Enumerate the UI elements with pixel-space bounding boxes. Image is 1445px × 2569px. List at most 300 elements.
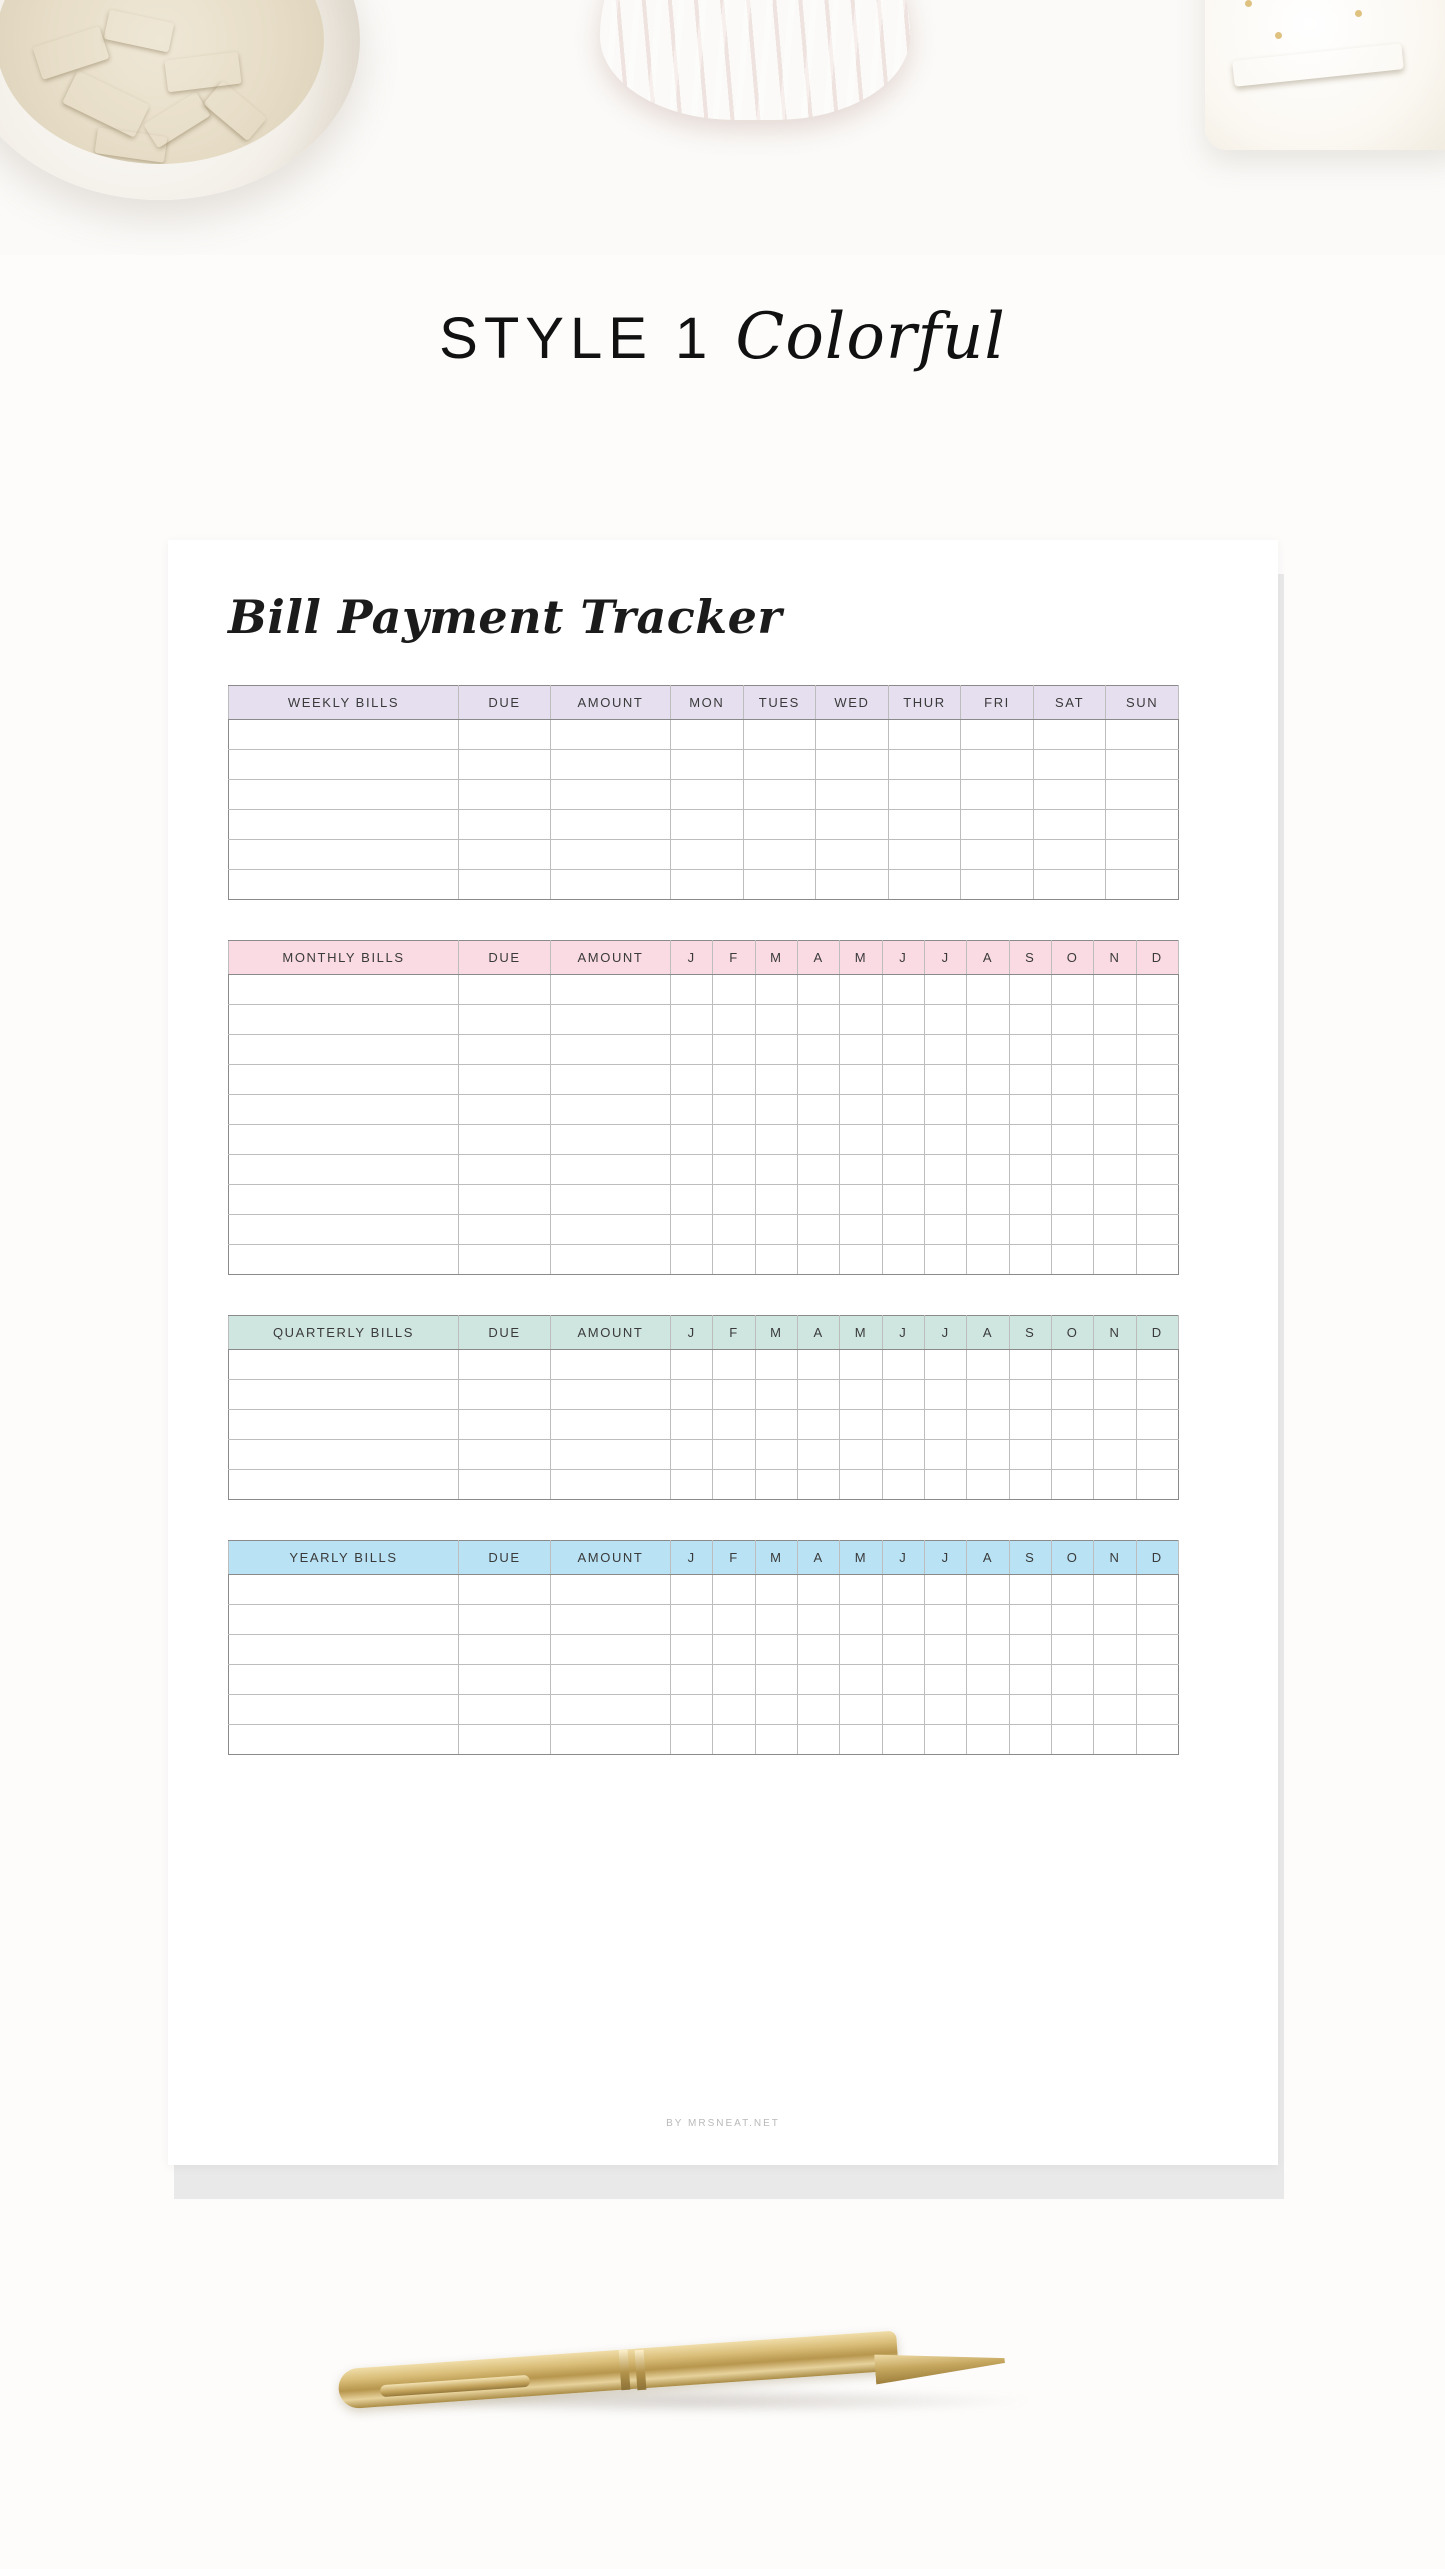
entry-cell[interactable] bbox=[1051, 1440, 1093, 1470]
entry-cell[interactable] bbox=[1094, 1605, 1136, 1635]
entry-cell[interactable] bbox=[713, 975, 755, 1005]
entry-cell[interactable] bbox=[1051, 1035, 1093, 1065]
entry-cell[interactable] bbox=[459, 975, 551, 1005]
entry-cell[interactable] bbox=[229, 1665, 459, 1695]
entry-cell[interactable] bbox=[713, 1695, 755, 1725]
entry-cell[interactable] bbox=[924, 1185, 966, 1215]
entry-cell[interactable] bbox=[713, 1155, 755, 1185]
entry-cell[interactable] bbox=[459, 780, 551, 810]
entry-cell[interactable] bbox=[924, 1245, 966, 1275]
entry-cell[interactable] bbox=[967, 1350, 1009, 1380]
entry-cell[interactable] bbox=[1009, 1095, 1051, 1125]
entry-cell[interactable] bbox=[229, 1725, 459, 1755]
entry-cell[interactable] bbox=[1033, 750, 1106, 780]
entry-cell[interactable] bbox=[1009, 1245, 1051, 1275]
entry-cell[interactable] bbox=[459, 870, 551, 900]
entry-cell[interactable] bbox=[1051, 1065, 1093, 1095]
table-row[interactable] bbox=[229, 1380, 1179, 1410]
entry-cell[interactable] bbox=[797, 1410, 839, 1440]
entry-cell[interactable] bbox=[229, 1245, 459, 1275]
entry-cell[interactable] bbox=[967, 1035, 1009, 1065]
entry-cell[interactable] bbox=[924, 1155, 966, 1185]
entry-cell[interactable] bbox=[459, 720, 551, 750]
entry-cell[interactable] bbox=[924, 1635, 966, 1665]
entry-cell[interactable] bbox=[967, 1095, 1009, 1125]
entry-cell[interactable] bbox=[459, 1215, 551, 1245]
entry-cell[interactable] bbox=[229, 975, 459, 1005]
entry-cell[interactable] bbox=[755, 1605, 797, 1635]
entry-cell[interactable] bbox=[882, 1155, 924, 1185]
entry-cell[interactable] bbox=[671, 1635, 713, 1665]
entry-cell[interactable] bbox=[1009, 975, 1051, 1005]
entry-cell[interactable] bbox=[713, 1125, 755, 1155]
entry-cell[interactable] bbox=[1106, 840, 1179, 870]
entry-cell[interactable] bbox=[797, 1035, 839, 1065]
entry-cell[interactable] bbox=[1136, 1575, 1178, 1605]
entry-cell[interactable] bbox=[459, 810, 551, 840]
entry-cell[interactable] bbox=[713, 1470, 755, 1500]
entry-cell[interactable] bbox=[1136, 1665, 1178, 1695]
entry-cell[interactable] bbox=[888, 720, 961, 750]
entry-cell[interactable] bbox=[888, 780, 961, 810]
entry-cell[interactable] bbox=[1094, 1440, 1136, 1470]
entry-cell[interactable] bbox=[967, 1440, 1009, 1470]
entry-cell[interactable] bbox=[551, 1440, 671, 1470]
entry-cell[interactable] bbox=[755, 1125, 797, 1155]
entry-cell[interactable] bbox=[1051, 1605, 1093, 1635]
entry-cell[interactable] bbox=[1136, 1410, 1178, 1440]
entry-cell[interactable] bbox=[229, 810, 459, 840]
entry-cell[interactable] bbox=[967, 1215, 1009, 1245]
entry-cell[interactable] bbox=[713, 1350, 755, 1380]
entry-cell[interactable] bbox=[459, 1095, 551, 1125]
entry-cell[interactable] bbox=[888, 870, 961, 900]
entry-cell[interactable] bbox=[459, 1125, 551, 1155]
entry-cell[interactable] bbox=[882, 1125, 924, 1155]
entry-cell[interactable] bbox=[671, 1095, 713, 1125]
entry-cell[interactable] bbox=[551, 870, 671, 900]
entry-cell[interactable] bbox=[551, 750, 671, 780]
entry-cell[interactable] bbox=[797, 1725, 839, 1755]
entry-cell[interactable] bbox=[816, 840, 889, 870]
entry-cell[interactable] bbox=[840, 1215, 882, 1245]
entry-cell[interactable] bbox=[713, 1665, 755, 1695]
entry-cell[interactable] bbox=[671, 1155, 713, 1185]
entry-cell[interactable] bbox=[1136, 1470, 1178, 1500]
entry-cell[interactable] bbox=[1051, 975, 1093, 1005]
entry-cell[interactable] bbox=[967, 975, 1009, 1005]
entry-cell[interactable] bbox=[551, 1215, 671, 1245]
entry-cell[interactable] bbox=[1094, 1005, 1136, 1035]
entry-cell[interactable] bbox=[755, 1005, 797, 1035]
entry-cell[interactable] bbox=[459, 1185, 551, 1215]
entry-cell[interactable] bbox=[840, 1725, 882, 1755]
entry-cell[interactable] bbox=[924, 1035, 966, 1065]
entry-cell[interactable] bbox=[1051, 1155, 1093, 1185]
entry-cell[interactable] bbox=[671, 1005, 713, 1035]
entry-cell[interactable] bbox=[229, 1215, 459, 1245]
entry-cell[interactable] bbox=[840, 1380, 882, 1410]
entry-cell[interactable] bbox=[1051, 1380, 1093, 1410]
entry-cell[interactable] bbox=[459, 1350, 551, 1380]
entry-cell[interactable] bbox=[840, 1065, 882, 1095]
entry-cell[interactable] bbox=[1094, 1155, 1136, 1185]
entry-cell[interactable] bbox=[755, 1155, 797, 1185]
entry-cell[interactable] bbox=[459, 1005, 551, 1035]
entry-cell[interactable] bbox=[1051, 1410, 1093, 1440]
entry-cell[interactable] bbox=[1009, 1635, 1051, 1665]
entry-cell[interactable] bbox=[1009, 1035, 1051, 1065]
entry-cell[interactable] bbox=[1094, 1185, 1136, 1215]
entry-cell[interactable] bbox=[967, 1125, 1009, 1155]
entry-cell[interactable] bbox=[797, 1380, 839, 1410]
entry-cell[interactable] bbox=[1094, 1350, 1136, 1380]
entry-cell[interactable] bbox=[1136, 1725, 1178, 1755]
entry-cell[interactable] bbox=[961, 720, 1034, 750]
table-row[interactable] bbox=[229, 1635, 1179, 1665]
entry-cell[interactable] bbox=[755, 1350, 797, 1380]
table-row[interactable] bbox=[229, 870, 1179, 900]
entry-cell[interactable] bbox=[1136, 1695, 1178, 1725]
entry-cell[interactable] bbox=[743, 870, 816, 900]
entry-cell[interactable] bbox=[1009, 1215, 1051, 1245]
entry-cell[interactable] bbox=[967, 1185, 1009, 1215]
entry-cell[interactable] bbox=[459, 1440, 551, 1470]
entry-cell[interactable] bbox=[888, 840, 961, 870]
entry-cell[interactable] bbox=[755, 1380, 797, 1410]
entry-cell[interactable] bbox=[840, 1605, 882, 1635]
entry-cell[interactable] bbox=[1136, 1635, 1178, 1665]
entry-cell[interactable] bbox=[840, 1665, 882, 1695]
entry-cell[interactable] bbox=[924, 1575, 966, 1605]
entry-cell[interactable] bbox=[551, 1695, 671, 1725]
entry-cell[interactable] bbox=[882, 1065, 924, 1095]
entry-cell[interactable] bbox=[1136, 1095, 1178, 1125]
entry-cell[interactable] bbox=[229, 1605, 459, 1635]
table-row[interactable] bbox=[229, 780, 1179, 810]
entry-cell[interactable] bbox=[551, 1470, 671, 1500]
entry-cell[interactable] bbox=[816, 870, 889, 900]
entry-cell[interactable] bbox=[961, 840, 1034, 870]
entry-cell[interactable] bbox=[1051, 1575, 1093, 1605]
entry-cell[interactable] bbox=[713, 1380, 755, 1410]
entry-cell[interactable] bbox=[924, 1470, 966, 1500]
entry-cell[interactable] bbox=[671, 1725, 713, 1755]
entry-cell[interactable] bbox=[797, 1695, 839, 1725]
entry-cell[interactable] bbox=[967, 1155, 1009, 1185]
entry-cell[interactable] bbox=[924, 1350, 966, 1380]
entry-cell[interactable] bbox=[1051, 1470, 1093, 1500]
table-row[interactable] bbox=[229, 1155, 1179, 1185]
entry-cell[interactable] bbox=[459, 1410, 551, 1440]
table-row[interactable] bbox=[229, 1065, 1179, 1095]
entry-cell[interactable] bbox=[755, 1575, 797, 1605]
entry-cell[interactable] bbox=[671, 1665, 713, 1695]
entry-cell[interactable] bbox=[459, 1635, 551, 1665]
entry-cell[interactable] bbox=[551, 1005, 671, 1035]
entry-cell[interactable] bbox=[967, 1605, 1009, 1635]
entry-cell[interactable] bbox=[229, 840, 459, 870]
table-row[interactable] bbox=[229, 1470, 1179, 1500]
entry-cell[interactable] bbox=[840, 1695, 882, 1725]
entry-cell[interactable] bbox=[671, 1410, 713, 1440]
entry-cell[interactable] bbox=[743, 750, 816, 780]
entry-cell[interactable] bbox=[229, 1005, 459, 1035]
entry-cell[interactable] bbox=[229, 1695, 459, 1725]
entry-cell[interactable] bbox=[1033, 810, 1106, 840]
entry-cell[interactable] bbox=[967, 1380, 1009, 1410]
entry-cell[interactable] bbox=[882, 1005, 924, 1035]
entry-cell[interactable] bbox=[882, 1725, 924, 1755]
entry-cell[interactable] bbox=[924, 975, 966, 1005]
entry-cell[interactable] bbox=[1009, 1725, 1051, 1755]
entry-cell[interactable] bbox=[229, 1095, 459, 1125]
entry-cell[interactable] bbox=[671, 1380, 713, 1410]
entry-cell[interactable] bbox=[229, 720, 459, 750]
entry-cell[interactable] bbox=[671, 975, 713, 1005]
table-row[interactable] bbox=[229, 720, 1179, 750]
entry-cell[interactable] bbox=[551, 1575, 671, 1605]
entry-cell[interactable] bbox=[924, 1695, 966, 1725]
entry-cell[interactable] bbox=[882, 1575, 924, 1605]
entry-cell[interactable] bbox=[755, 1215, 797, 1245]
entry-cell[interactable] bbox=[816, 780, 889, 810]
entry-cell[interactable] bbox=[671, 1695, 713, 1725]
entry-cell[interactable] bbox=[671, 1440, 713, 1470]
entry-cell[interactable] bbox=[671, 810, 744, 840]
entry-cell[interactable] bbox=[755, 1035, 797, 1065]
entry-cell[interactable] bbox=[1033, 720, 1106, 750]
entry-cell[interactable] bbox=[1051, 1725, 1093, 1755]
entry-cell[interactable] bbox=[1106, 870, 1179, 900]
entry-cell[interactable] bbox=[1033, 840, 1106, 870]
entry-cell[interactable] bbox=[755, 1410, 797, 1440]
table-row[interactable] bbox=[229, 1575, 1179, 1605]
entry-cell[interactable] bbox=[882, 1410, 924, 1440]
entry-cell[interactable] bbox=[924, 1440, 966, 1470]
entry-cell[interactable] bbox=[797, 1005, 839, 1035]
entry-cell[interactable] bbox=[1051, 1005, 1093, 1035]
entry-cell[interactable] bbox=[888, 810, 961, 840]
entry-cell[interactable] bbox=[1136, 1380, 1178, 1410]
entry-cell[interactable] bbox=[1136, 1065, 1178, 1095]
entry-cell[interactable] bbox=[551, 1095, 671, 1125]
entry-cell[interactable] bbox=[1009, 1185, 1051, 1215]
entry-cell[interactable] bbox=[229, 1185, 459, 1215]
entry-cell[interactable] bbox=[797, 1575, 839, 1605]
entry-cell[interactable] bbox=[840, 1440, 882, 1470]
entry-cell[interactable] bbox=[713, 1635, 755, 1665]
entry-cell[interactable] bbox=[551, 720, 671, 750]
entry-cell[interactable] bbox=[1051, 1695, 1093, 1725]
entry-cell[interactable] bbox=[229, 870, 459, 900]
entry-cell[interactable] bbox=[459, 1575, 551, 1605]
entry-cell[interactable] bbox=[551, 1605, 671, 1635]
entry-cell[interactable] bbox=[1051, 1665, 1093, 1695]
entry-cell[interactable] bbox=[1009, 1665, 1051, 1695]
entry-cell[interactable] bbox=[229, 750, 459, 780]
entry-cell[interactable] bbox=[797, 1440, 839, 1470]
entry-cell[interactable] bbox=[743, 720, 816, 750]
entry-cell[interactable] bbox=[671, 1575, 713, 1605]
entry-cell[interactable] bbox=[967, 1245, 1009, 1275]
entry-cell[interactable] bbox=[797, 1095, 839, 1125]
entry-cell[interactable] bbox=[840, 1005, 882, 1035]
entry-cell[interactable] bbox=[229, 1575, 459, 1605]
entry-cell[interactable] bbox=[797, 1065, 839, 1095]
entry-cell[interactable] bbox=[229, 1380, 459, 1410]
entry-cell[interactable] bbox=[1136, 1350, 1178, 1380]
entry-cell[interactable] bbox=[1136, 1125, 1178, 1155]
entry-cell[interactable] bbox=[551, 1635, 671, 1665]
entry-cell[interactable] bbox=[797, 1125, 839, 1155]
entry-cell[interactable] bbox=[1094, 1380, 1136, 1410]
entry-cell[interactable] bbox=[229, 1635, 459, 1665]
entry-cell[interactable] bbox=[924, 1725, 966, 1755]
entry-cell[interactable] bbox=[1094, 1245, 1136, 1275]
entry-cell[interactable] bbox=[671, 1470, 713, 1500]
entry-cell[interactable] bbox=[671, 1065, 713, 1095]
entry-cell[interactable] bbox=[1094, 975, 1136, 1005]
entry-cell[interactable] bbox=[551, 1245, 671, 1275]
entry-cell[interactable] bbox=[924, 1605, 966, 1635]
entry-cell[interactable] bbox=[816, 750, 889, 780]
table-row[interactable] bbox=[229, 1215, 1179, 1245]
entry-cell[interactable] bbox=[1009, 1350, 1051, 1380]
entry-cell[interactable] bbox=[551, 1125, 671, 1155]
entry-cell[interactable] bbox=[961, 780, 1034, 810]
entry-cell[interactable] bbox=[755, 1725, 797, 1755]
entry-cell[interactable] bbox=[1136, 1245, 1178, 1275]
entry-cell[interactable] bbox=[671, 720, 744, 750]
entry-cell[interactable] bbox=[755, 1665, 797, 1695]
entry-cell[interactable] bbox=[840, 975, 882, 1005]
table-row[interactable] bbox=[229, 1440, 1179, 1470]
entry-cell[interactable] bbox=[1051, 1125, 1093, 1155]
entry-cell[interactable] bbox=[1094, 1215, 1136, 1245]
entry-cell[interactable] bbox=[840, 1155, 882, 1185]
entry-cell[interactable] bbox=[882, 1440, 924, 1470]
entry-cell[interactable] bbox=[888, 750, 961, 780]
entry-cell[interactable] bbox=[1009, 1005, 1051, 1035]
entry-cell[interactable] bbox=[1136, 1185, 1178, 1215]
table-row[interactable] bbox=[229, 750, 1179, 780]
entry-cell[interactable] bbox=[840, 1035, 882, 1065]
entry-cell[interactable] bbox=[755, 1470, 797, 1500]
entry-cell[interactable] bbox=[961, 810, 1034, 840]
entry-cell[interactable] bbox=[1094, 1695, 1136, 1725]
entry-cell[interactable] bbox=[1094, 1470, 1136, 1500]
entry-cell[interactable] bbox=[229, 1125, 459, 1155]
entry-cell[interactable] bbox=[967, 1635, 1009, 1665]
entry-cell[interactable] bbox=[967, 1665, 1009, 1695]
entry-cell[interactable] bbox=[924, 1215, 966, 1245]
entry-cell[interactable] bbox=[459, 1035, 551, 1065]
entry-cell[interactable] bbox=[1136, 1155, 1178, 1185]
entry-cell[interactable] bbox=[229, 1035, 459, 1065]
entry-cell[interactable] bbox=[797, 1350, 839, 1380]
entry-cell[interactable] bbox=[797, 975, 839, 1005]
entry-cell[interactable] bbox=[713, 1410, 755, 1440]
entry-cell[interactable] bbox=[755, 1635, 797, 1665]
entry-cell[interactable] bbox=[459, 1155, 551, 1185]
entry-cell[interactable] bbox=[1009, 1155, 1051, 1185]
entry-cell[interactable] bbox=[671, 750, 744, 780]
entry-cell[interactable] bbox=[551, 975, 671, 1005]
entry-cell[interactable] bbox=[755, 1245, 797, 1275]
entry-cell[interactable] bbox=[1094, 1065, 1136, 1095]
entry-cell[interactable] bbox=[459, 1695, 551, 1725]
entry-cell[interactable] bbox=[671, 1245, 713, 1275]
entry-cell[interactable] bbox=[840, 1410, 882, 1440]
entry-cell[interactable] bbox=[551, 1380, 671, 1410]
entry-cell[interactable] bbox=[1051, 1245, 1093, 1275]
table-row[interactable] bbox=[229, 1695, 1179, 1725]
table-row[interactable] bbox=[229, 1125, 1179, 1155]
entry-cell[interactable] bbox=[713, 1440, 755, 1470]
entry-cell[interactable] bbox=[551, 1725, 671, 1755]
entry-cell[interactable] bbox=[1136, 1605, 1178, 1635]
entry-cell[interactable] bbox=[713, 1005, 755, 1035]
entry-cell[interactable] bbox=[882, 1350, 924, 1380]
entry-cell[interactable] bbox=[882, 1470, 924, 1500]
entry-cell[interactable] bbox=[551, 1185, 671, 1215]
entry-cell[interactable] bbox=[1051, 1215, 1093, 1245]
entry-cell[interactable] bbox=[1009, 1125, 1051, 1155]
entry-cell[interactable] bbox=[797, 1185, 839, 1215]
entry-cell[interactable] bbox=[671, 1185, 713, 1215]
entry-cell[interactable] bbox=[743, 780, 816, 810]
entry-cell[interactable] bbox=[671, 1350, 713, 1380]
entry-cell[interactable] bbox=[713, 1215, 755, 1245]
entry-cell[interactable] bbox=[816, 720, 889, 750]
entry-cell[interactable] bbox=[797, 1155, 839, 1185]
table-row[interactable] bbox=[229, 840, 1179, 870]
entry-cell[interactable] bbox=[797, 1245, 839, 1275]
entry-cell[interactable] bbox=[1009, 1575, 1051, 1605]
entry-cell[interactable] bbox=[882, 1035, 924, 1065]
entry-cell[interactable] bbox=[882, 1380, 924, 1410]
entry-cell[interactable] bbox=[1136, 1440, 1178, 1470]
entry-cell[interactable] bbox=[229, 1350, 459, 1380]
entry-cell[interactable] bbox=[743, 840, 816, 870]
entry-cell[interactable] bbox=[840, 1245, 882, 1275]
entry-cell[interactable] bbox=[1033, 780, 1106, 810]
entry-cell[interactable] bbox=[882, 1095, 924, 1125]
entry-cell[interactable] bbox=[967, 1575, 1009, 1605]
entry-cell[interactable] bbox=[459, 750, 551, 780]
entry-cell[interactable] bbox=[1094, 1410, 1136, 1440]
entry-cell[interactable] bbox=[816, 810, 889, 840]
entry-cell[interactable] bbox=[459, 840, 551, 870]
entry-cell[interactable] bbox=[551, 1155, 671, 1185]
entry-cell[interactable] bbox=[551, 1035, 671, 1065]
entry-cell[interactable] bbox=[882, 1185, 924, 1215]
entry-cell[interactable] bbox=[459, 1380, 551, 1410]
entry-cell[interactable] bbox=[755, 1065, 797, 1095]
table-row[interactable] bbox=[229, 975, 1179, 1005]
table-row[interactable] bbox=[229, 1350, 1179, 1380]
entry-cell[interactable] bbox=[924, 1065, 966, 1095]
entry-cell[interactable] bbox=[882, 1245, 924, 1275]
entry-cell[interactable] bbox=[459, 1725, 551, 1755]
entry-cell[interactable] bbox=[924, 1665, 966, 1695]
entry-cell[interactable] bbox=[229, 780, 459, 810]
entry-cell[interactable] bbox=[459, 1065, 551, 1095]
entry-cell[interactable] bbox=[967, 1470, 1009, 1500]
entry-cell[interactable] bbox=[1051, 1185, 1093, 1215]
entry-cell[interactable] bbox=[882, 1215, 924, 1245]
